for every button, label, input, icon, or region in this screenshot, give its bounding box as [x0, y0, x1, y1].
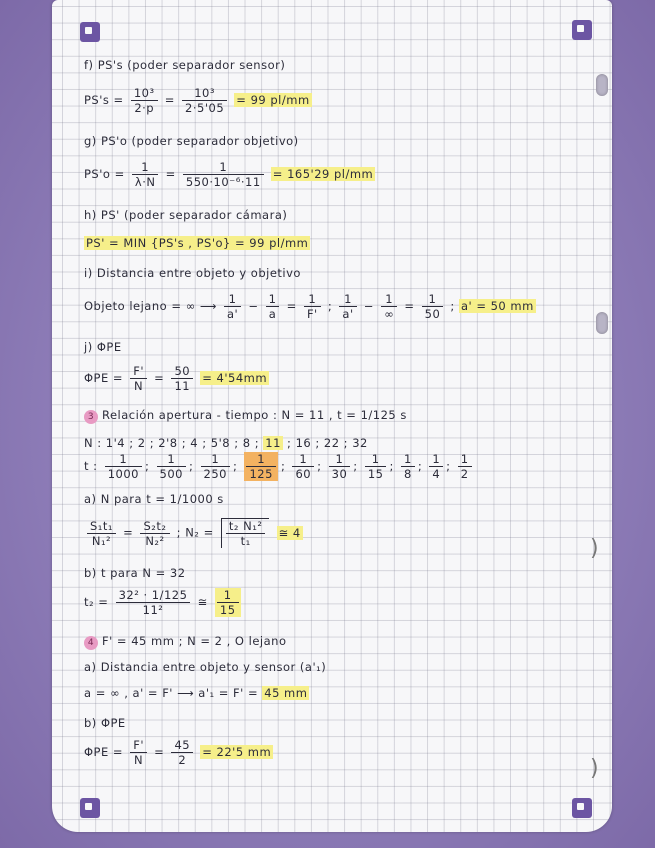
result-highlight: 45 mm	[264, 686, 308, 700]
brand-logo-icon	[80, 798, 100, 818]
ring-clip-icon: )	[590, 536, 599, 561]
result-highlight: a' = 50 mm	[460, 299, 534, 313]
section-number-badge: 3	[84, 410, 98, 424]
section-g-title: g) PS'o (poder separador objetivo)	[84, 134, 299, 148]
section-3b-title: b) t para N = 32	[84, 566, 186, 580]
section-g-equation: PS'o = $\frac{1}{\lambda\cdot N}$ = $\frac{1}{\text{550·10⁻⁶·11}}$ = 165'29 pl/mm	[84, 160, 374, 189]
section-i-equation: Objeto lejano = ∞ ⟶ $\frac{1}{a'}$ − $\frac{1}{a}$ = $\frac{1}{F'}$ ; $\frac{1}{a'}$ − $\frac{1}{\infty}$ = $\frac{1}{50}$ ; a' = 50 mm	[84, 292, 534, 321]
aperture-row: N : 1'4 ; 2 ; 2'8 ; 4 ; 5'8 ; 8 ; 11 ; 16 ; 22 ; 32	[84, 436, 368, 450]
section-4b-equation: ΦPE = $\frac{F'}{N}$ = $\frac{45}{2}$ = 22'5 mm	[84, 738, 272, 767]
brand-logo-icon	[80, 22, 100, 42]
section-3-title: 3 Relación apertura - tiempo : N = 11 , t = 1/125 s	[84, 408, 407, 424]
section-4a-title: a) Distancia entre objeto y sensor (a'₁)	[84, 660, 327, 674]
section-3a-equation: $\frac{\text{S₁t₁}}{\text{N₁²}}$ = $\frac{\text{S₂t₂}}{\text{N₂²}}$ ; N₂ = $\frac{\text{t₂ N₁²}}{\text{t₁}}$ ≅ 4	[84, 518, 303, 548]
section-h-title: h) PS' (poder separador cámara)	[84, 208, 288, 222]
section-4a-equation: a = ∞ , a' = F' ⟶ a'₁ = F' = 45 mm	[84, 686, 308, 700]
section-i-title: i) Distancia entre objeto y objetivo	[84, 266, 301, 280]
result-highlight: ≅ 4	[278, 525, 301, 540]
section-4b-title: b) ΦPE	[84, 716, 126, 730]
result-highlight: $\frac{1}{15}$	[215, 588, 241, 617]
section-j-equation: ΦPE = $\frac{F'}{N}$ = $\frac{50}{11}$ = 4'54mm	[84, 364, 268, 393]
brand-logo-icon	[572, 20, 592, 40]
section-h-equation: PS' = MIN {PS's , PS'o} = 99 pl/mm	[86, 236, 309, 250]
section-f-title: f) PS's (poder separador sensor)	[84, 58, 286, 72]
time-row: t : $\frac{1}{1000}$ ; $\frac{1}{500}$ ; $\frac{1}{250}$ ; $\frac{1}{125}$ ; $\frac{1}{60}$ ; $\frac{1}{30}$ ; $\frac{1}{15}$ ; $\frac{1}{8}$ ; $\frac{1}{4}$ ; $\frac{1}{2}$	[84, 452, 475, 481]
section-3a-title: a) N para t = 1/1000 s	[84, 492, 224, 506]
binder-hole-icon	[596, 312, 608, 334]
section-4-title: 4 F' = 45 mm ; N = 2 , O lejano	[84, 634, 286, 650]
section-f-equation: PS's = $\frac{\text{10³}}{2\cdot p}$ = $\frac{\text{10³}}{2\cdot 5'05}$ = 99 pl/mm	[84, 86, 310, 115]
ring-clip-icon: )	[590, 756, 599, 781]
result-highlight: = 165'29 pl/mm	[272, 167, 374, 181]
result-highlight: = 99 pl/mm	[236, 93, 310, 107]
binder-hole-icon	[596, 74, 608, 96]
section-3b-equation: t₂ = $\frac{\text{32² · 1/125}}{\text{11²}}$ ≅ $\frac{1}{15}$	[84, 588, 244, 617]
brand-logo-icon	[572, 798, 592, 818]
section-j-title: j) ΦPE	[84, 340, 122, 354]
result-highlight: = 22'5 mm	[202, 745, 272, 759]
selected-time-highlight: $\frac{1}{125}$	[244, 452, 277, 481]
section-number-badge: 4	[84, 636, 98, 650]
result-highlight: = 4'54mm	[202, 371, 268, 385]
